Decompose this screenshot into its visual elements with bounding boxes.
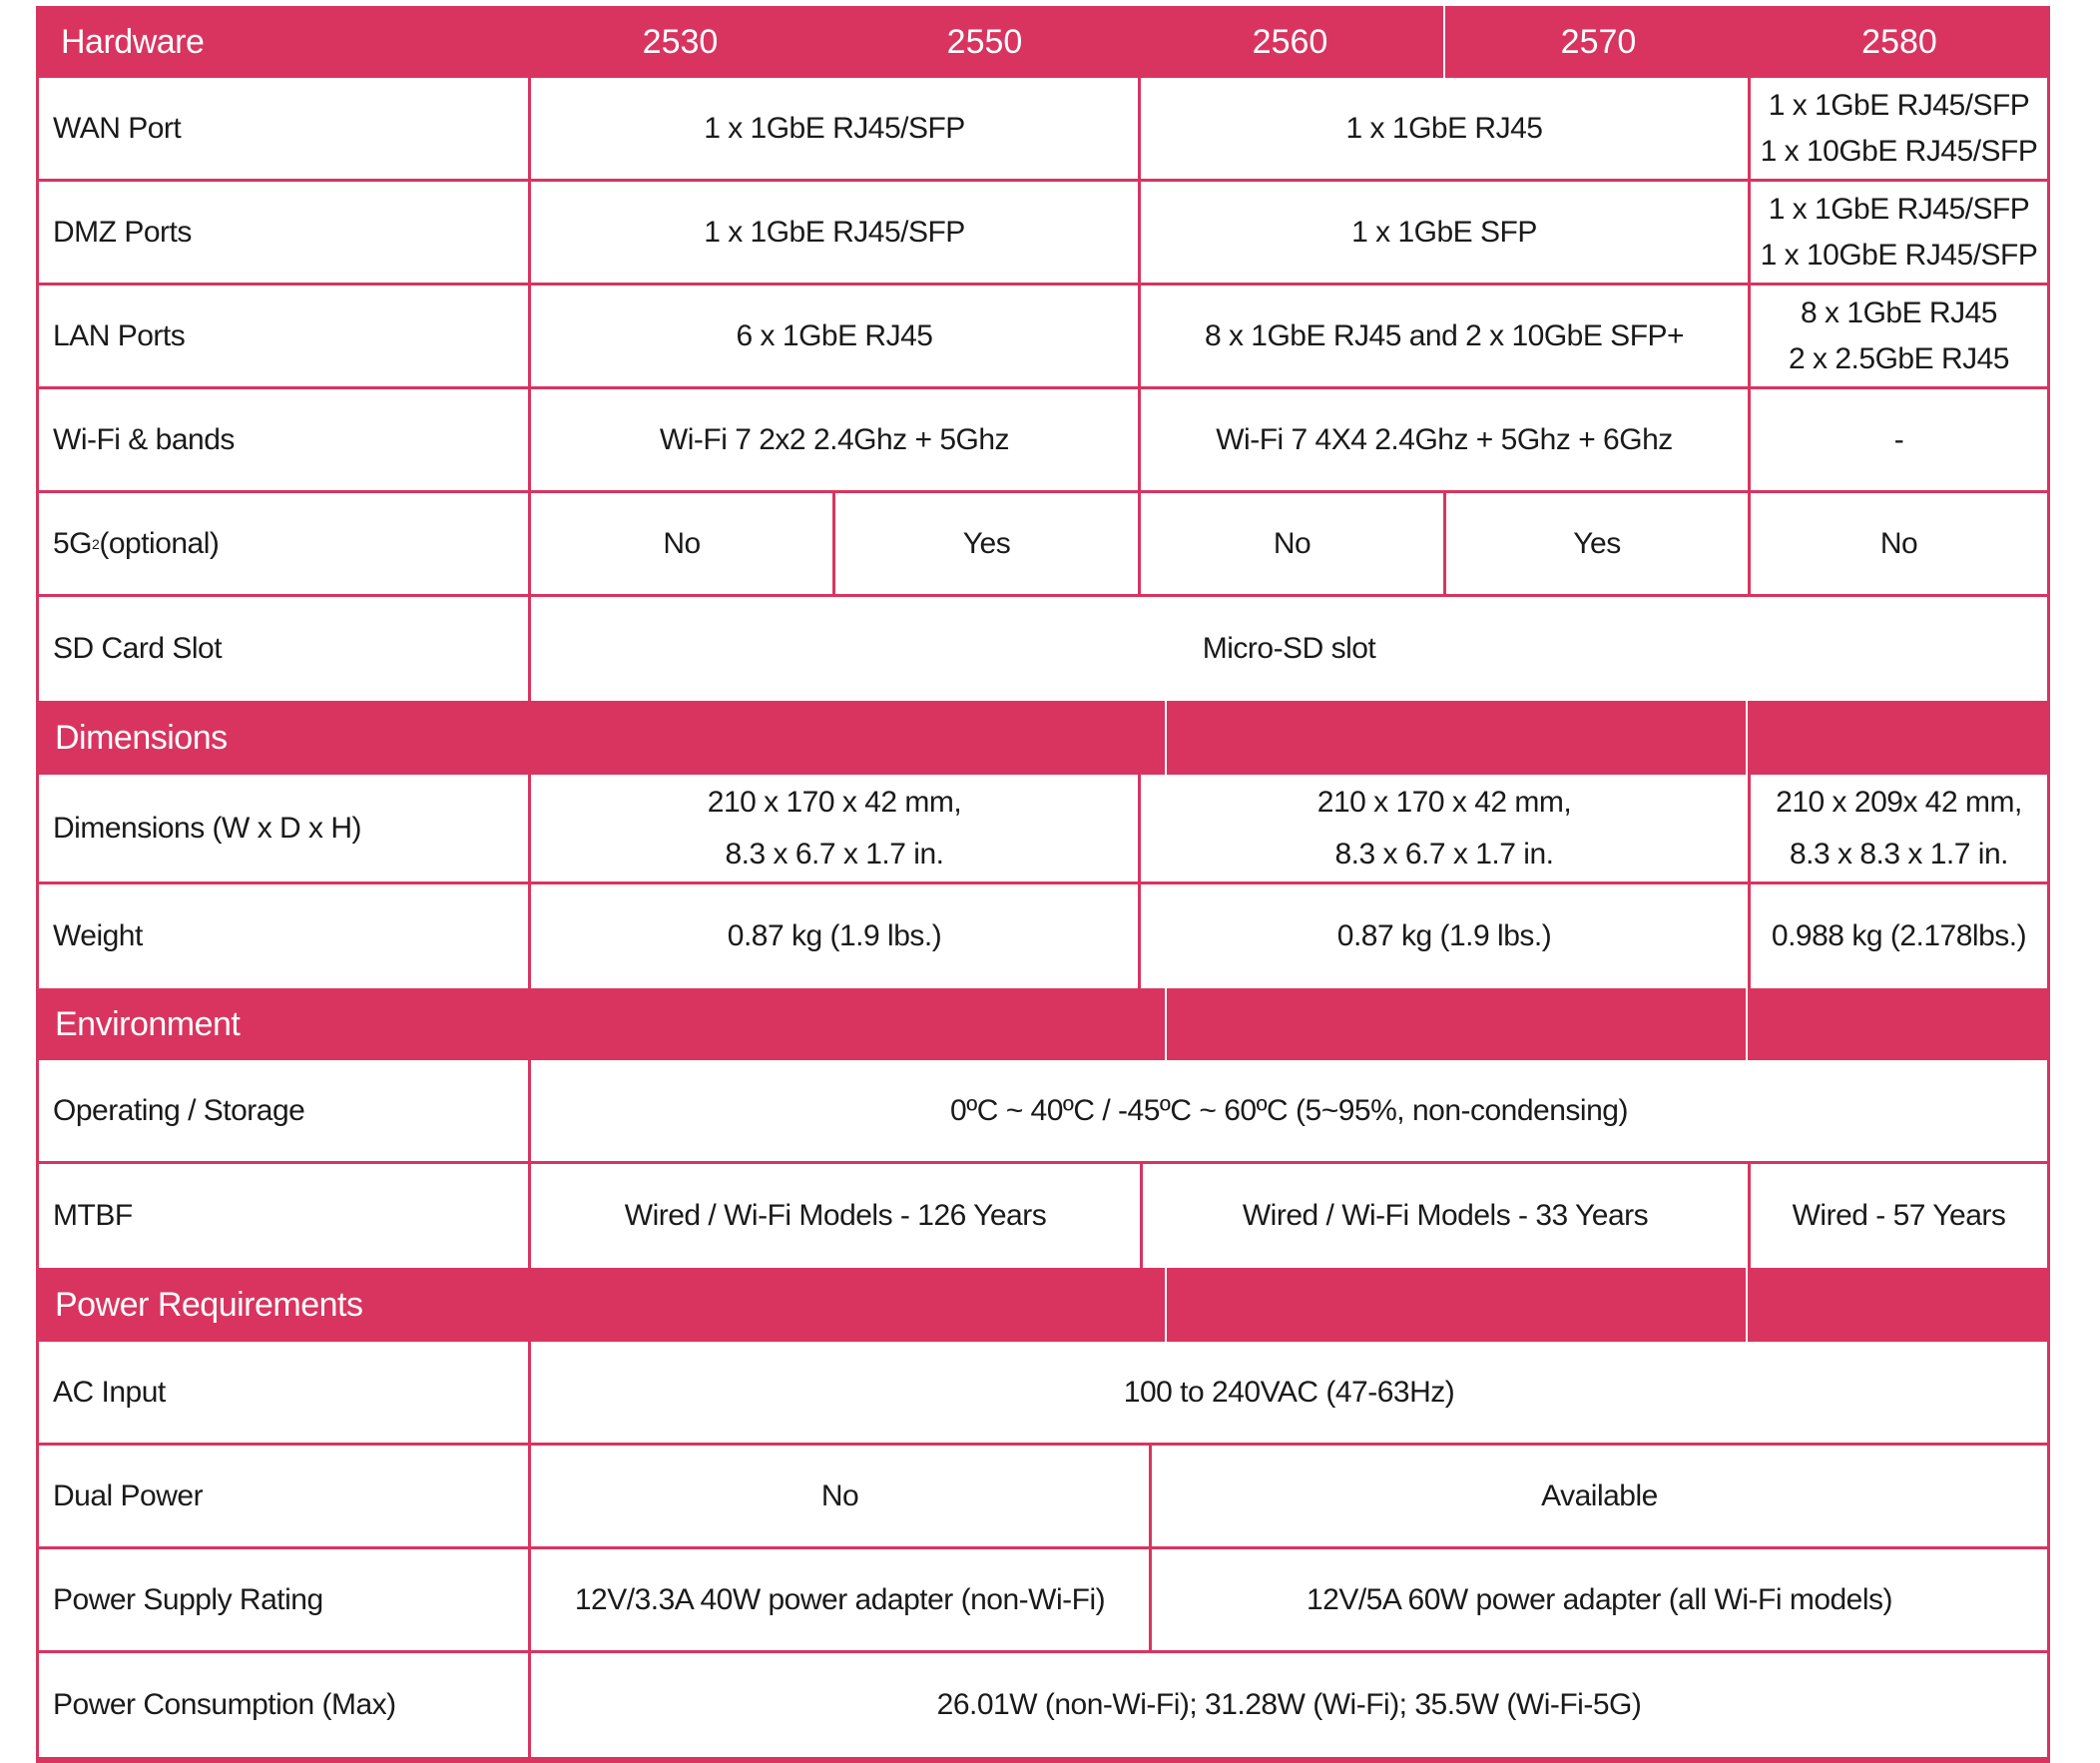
wifi-bands-2530-2550: Wi-Fi 7 2x2 2.4Ghz + 5Ghz [659, 422, 1010, 456]
dimensions-section-title: Dimensions [55, 719, 228, 757]
fiveg-2550: Yes [962, 526, 1011, 560]
model-2580-header: 2580 [1861, 22, 1937, 61]
sd-card-label: SD Card Slot [53, 632, 223, 665]
wan-port-2530-2550: 1 x 1GbE RJ45/SFP [704, 111, 965, 145]
weight-row [39, 884, 2047, 988]
lan-ports-row [39, 286, 2047, 389]
power-supply-label: Power Supply Rating [53, 1582, 323, 1616]
ac-input-value: 100 to 240VAC (47-63Hz) [1123, 1375, 1455, 1409]
wan-port-row [39, 78, 2047, 182]
power-supply-2530-2550: 12V/3.3A 40W power adapter (non-Wi-Fi) [574, 1582, 1106, 1616]
dimensions-row [39, 775, 2047, 884]
operating-storage-value: 0ºC ~ 40ºC / -45ºC ~ 60ºC (5~95%, non-condensing) [950, 1093, 1628, 1127]
environment-section-title: Environment [55, 1005, 241, 1043]
power-band [39, 1268, 2047, 1342]
model-2530-header: 2530 [642, 22, 719, 61]
wifi-bands-row [39, 389, 2047, 493]
model-2570-header: 2570 [1560, 22, 1637, 61]
dual-power-row [39, 1446, 2047, 1549]
wan-port-2580: 1 x 1GbE RJ45/SFP 1 x 10GbE RJ45/SFP [1760, 88, 2038, 168]
fiveg-label-rest: (optional) [99, 526, 220, 560]
fiveg-2570: Yes [1573, 526, 1621, 560]
table-bottom-border [39, 1757, 2047, 1763]
dual-power-label: Dual Power [53, 1478, 204, 1512]
spec-table [36, 6, 2050, 1763]
mtbf-2560-2570: Wired / Wi-Fi Models - 33 Years [1242, 1199, 1649, 1232]
wan-port-label: WAN Port [53, 111, 182, 145]
fiveg-2580: No [1879, 526, 1918, 560]
sd-card-value: Micro-SD slot [1202, 632, 1376, 665]
operating-storage-row [39, 1060, 2047, 1164]
weight-label: Weight [53, 919, 143, 952]
band-separator [1746, 1268, 1748, 1342]
lan-ports-2580: 8 x 1GbE RJ45 2 x 2.5GbE RJ45 [1789, 295, 2009, 375]
lan-ports-label: LAN Ports [53, 318, 186, 352]
power-consumption-label: Power Consumption (Max) [53, 1688, 396, 1721]
weight-2530-2550: 0.87 kg (1.9 lbs.) [727, 919, 942, 952]
mtbf-row [39, 1164, 2047, 1268]
fiveg-label: 5G 2 (optional) [39, 493, 528, 594]
dual-power-2560-2580: Available [1541, 1478, 1658, 1512]
band-separator [1165, 988, 1167, 1060]
dimensions-band [39, 701, 2047, 775]
lan-ports-2530-2550: 6 x 1GbE RJ45 [736, 318, 933, 352]
wan-port-2560-2570: 1 x 1GbE RJ45 [1345, 111, 1543, 145]
fiveg-label-main: 5G [53, 526, 93, 560]
fiveg-2560: No [1273, 526, 1312, 560]
band-separator [1165, 701, 1167, 775]
dimensions-2530-2550: 210 x 170 x 42 mm, 8.3 x 6.7 x 1.7 in. [707, 785, 962, 871]
dmz-ports-2560-2570: 1 x 1GbE SFP [1351, 215, 1537, 249]
dmz-ports-label: DMZ Ports [53, 215, 192, 249]
weight-2580: 0.988 kg (2.178lbs.) [1771, 919, 2027, 952]
fiveg-row [39, 493, 2047, 597]
sd-card-row [39, 597, 2047, 701]
band-separator [1746, 988, 1748, 1060]
hardware-section-title: Hardware [61, 23, 205, 61]
power-consumption-row [39, 1653, 2047, 1757]
wifi-bands-2580: - [1893, 422, 1904, 456]
hardware-header-band [39, 6, 2047, 78]
wifi-bands-label: Wi-Fi & bands [53, 422, 235, 456]
wifi-bands-2560-2570: Wi-Fi 7 4X4 2.4Ghz + 5Ghz + 6Ghz [1216, 422, 1673, 456]
ac-input-label: AC Input [53, 1375, 166, 1409]
operating-storage-label: Operating / Storage [53, 1093, 305, 1127]
dimensions-2560-2570: 210 x 170 x 42 mm, 8.3 x 6.7 x 1.7 in. [1316, 785, 1572, 871]
dimensions-label: Dimensions (W x D x H) [53, 811, 362, 845]
mtbf-2530-2550: Wired / Wi-Fi Models - 126 Years [624, 1199, 1047, 1232]
environment-band [39, 988, 2047, 1060]
dmz-ports-row [39, 182, 2047, 286]
model-2560-header: 2560 [1252, 22, 1328, 61]
power-supply-2560-2580: 12V/5A 60W power adapter (all Wi-Fi models) [1306, 1582, 1893, 1616]
dmz-ports-2530-2550: 1 x 1GbE RJ45/SFP [704, 215, 965, 249]
dimensions-2580: 210 x 209x 42 mm, 8.3 x 8.3 x 1.7 in. [1776, 785, 2022, 871]
power-section-title: Power Requirements [55, 1286, 363, 1324]
ac-input-row [39, 1342, 2047, 1446]
power-supply-row [39, 1549, 2047, 1653]
lan-ports-2560-2570: 8 x 1GbE RJ45 and 2 x 10GbE SFP+ [1204, 318, 1685, 352]
model-2550-header: 2550 [946, 22, 1023, 61]
band-separator [1165, 1268, 1167, 1342]
dual-power-2530-2550: No [820, 1478, 859, 1512]
power-consumption-value: 26.01W (non-Wi-Fi); 31.28W (Wi-Fi); 35.5W (Wi-Fi-5G) [936, 1688, 1642, 1721]
dmz-ports-2580: 1 x 1GbE RJ45/SFP 1 x 10GbE RJ45/SFP [1760, 192, 2038, 272]
fiveg-2530: No [663, 526, 701, 560]
mtbf-label: MTBF [53, 1199, 133, 1232]
mtbf-2580: Wired - 57 Years [1792, 1199, 2006, 1232]
weight-2560-2570: 0.87 kg (1.9 lbs.) [1336, 919, 1552, 952]
band-separator [1746, 701, 1748, 775]
